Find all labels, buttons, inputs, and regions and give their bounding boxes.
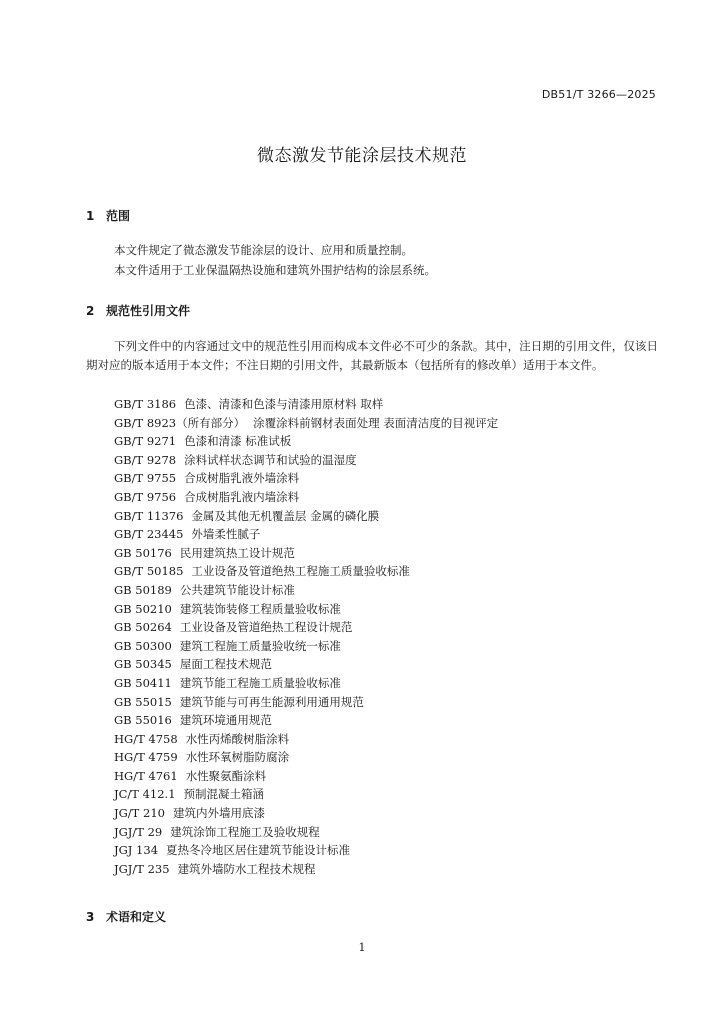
reference-code: GB 50210	[114, 601, 172, 616]
reference-code: GB 50176	[114, 545, 172, 560]
reference-code: HG/T 4761	[114, 768, 178, 783]
section-1-heading	[86, 207, 130, 224]
reference-title: 水性聚氨酯涂料	[185, 768, 267, 783]
reference-item	[114, 451, 498, 470]
reference-code: GB/T 9756	[114, 489, 177, 504]
reference-code: GB 50300	[114, 638, 172, 653]
section-number: 2	[86, 304, 95, 318]
reference-title: 工业设备及管道绝热工程设计规范	[179, 620, 353, 635]
section-title: 规范性引用文件	[106, 304, 191, 318]
reference-title: 民用建筑热工设计规范	[179, 545, 295, 560]
reference-item	[114, 860, 498, 879]
reference-item	[114, 395, 498, 414]
section-number: 3	[86, 910, 95, 924]
reference-code: GB 50189	[114, 582, 172, 597]
reference-item	[114, 581, 498, 600]
page-number: 1	[358, 941, 366, 954]
reference-title: 金属及其他无机覆盖层 金属的磷化膜	[191, 508, 380, 523]
reference-item	[114, 544, 498, 563]
section-1-paragraph-1: 本文件规定了微态激发节能涂层的设计、应用和质量控制。	[114, 243, 413, 257]
reference-title: 夏热冬冷地区居住建筑节能设计标准	[166, 843, 351, 858]
reference-title: 建筑外墙防水工程技术规程	[177, 861, 316, 876]
reference-code: HG/T 4758	[114, 731, 178, 746]
reference-item	[114, 655, 498, 674]
reference-title: 屋面工程技术规范	[179, 657, 272, 672]
reference-code: JG/T 210	[114, 806, 165, 821]
reference-code: GB/T 23445	[114, 527, 184, 542]
section-2-paragraph-1: 下列文件中的内容通过文中的规范性引用而构成本文件必不可少的条款。其中，注日期的引用文件，仅该日期对应的版本适用于本文件；不注日期的引用文件，其最新版本（包括所有的修改单）适用于本文件。	[86, 339, 658, 372]
reference-code: JC/T 412.1	[114, 787, 176, 802]
reference-item	[114, 767, 498, 786]
reference-item	[114, 507, 498, 526]
reference-title: 外墙柔性腻子	[191, 527, 261, 542]
reference-item	[114, 525, 498, 544]
reference-item	[114, 618, 498, 637]
reference-item	[114, 432, 498, 451]
reference-title: 公共建筑节能设计标准	[179, 582, 295, 597]
reference-code: GB/T 3186	[114, 397, 177, 411]
reference-code: GB/T 8923（所有部分）	[114, 415, 246, 430]
reference-title: 合成树脂乳液内墙涂料	[184, 489, 300, 504]
reference-title: 建筑环境通用规范	[179, 713, 272, 728]
document-title: 微态激发节能涂层技术规范	[257, 146, 467, 166]
reference-item	[114, 562, 498, 581]
reference-item	[114, 823, 498, 842]
reference-item	[114, 785, 498, 804]
reference-item	[114, 841, 498, 860]
reference-code: GB/T 50185	[114, 564, 184, 579]
reference-item	[114, 488, 498, 507]
reference-title: 建筑装饰装修工程质量验收标准	[179, 601, 341, 616]
reference-item	[114, 730, 498, 749]
reference-code: GB/T 9278	[114, 452, 177, 467]
reference-title: 工业设备及管道绝热工程施工质量验收标准	[191, 564, 410, 579]
section-3-heading	[86, 908, 166, 925]
reference-title: 色漆、清漆和色漆与清漆用原材料 取样	[184, 397, 384, 411]
section-number: 1	[86, 209, 95, 223]
reference-title: 水性丙烯酸树脂涂料	[185, 731, 290, 746]
section-title: 范围	[106, 209, 131, 223]
reference-code: GB/T 9755	[114, 471, 177, 486]
reference-code: GB/T 11376	[114, 508, 184, 523]
normative-references-list	[114, 395, 498, 878]
section-title: 术语和定义	[106, 910, 167, 924]
section-1-paragraph-2: 本文件适用于工业保温隔热设施和建筑外围护结构的涂层系统。	[114, 263, 436, 277]
reference-code: GB 55015	[114, 694, 172, 709]
reference-item	[114, 600, 498, 619]
reference-item	[114, 693, 498, 712]
section-2-heading	[86, 302, 190, 319]
reference-code: HG/T 4759	[114, 750, 178, 765]
reference-title: 建筑节能工程施工质量验收标准	[179, 675, 341, 690]
reference-item	[114, 637, 498, 656]
reference-code: GB/T 9271	[114, 434, 177, 449]
reference-item	[114, 804, 498, 823]
reference-title: 涂覆涂料前钢材表面处理 表面清洁度的目视评定	[253, 415, 499, 430]
reference-code: GB 50345	[114, 657, 172, 672]
reference-title: 建筑涂饰工程施工及验收规程	[170, 824, 320, 839]
reference-code: GB 50264	[114, 620, 172, 635]
reference-title: 预制混凝土箱涵	[183, 787, 265, 802]
reference-code: GB 50411	[114, 675, 172, 690]
reference-item	[114, 748, 498, 767]
reference-title: 建筑节能与可再生能源利用通用规范	[179, 694, 364, 709]
reference-title: 建筑内外墙用底漆	[172, 806, 265, 821]
reference-item	[114, 414, 498, 433]
reference-title: 涂料试样状态调节和试验的温湿度	[184, 452, 357, 467]
reference-code: GB 55016	[114, 713, 172, 728]
reference-title: 合成树脂乳液外墙涂料	[184, 471, 300, 486]
reference-item	[114, 469, 498, 488]
standard-code: DB51/T 3266—2025	[541, 88, 656, 101]
reference-item	[114, 711, 498, 730]
reference-title: 水性环氧树脂防腐涂	[185, 750, 290, 765]
reference-title: 建筑工程施工质量验收统一标准	[179, 638, 341, 653]
reference-code: JGJ/T 29	[114, 824, 163, 839]
reference-item	[114, 674, 498, 693]
reference-code: JGJ/T 235	[114, 861, 170, 876]
reference-title: 色漆和清漆 标准试板	[184, 434, 292, 449]
reference-code: JGJ 134	[114, 843, 159, 858]
